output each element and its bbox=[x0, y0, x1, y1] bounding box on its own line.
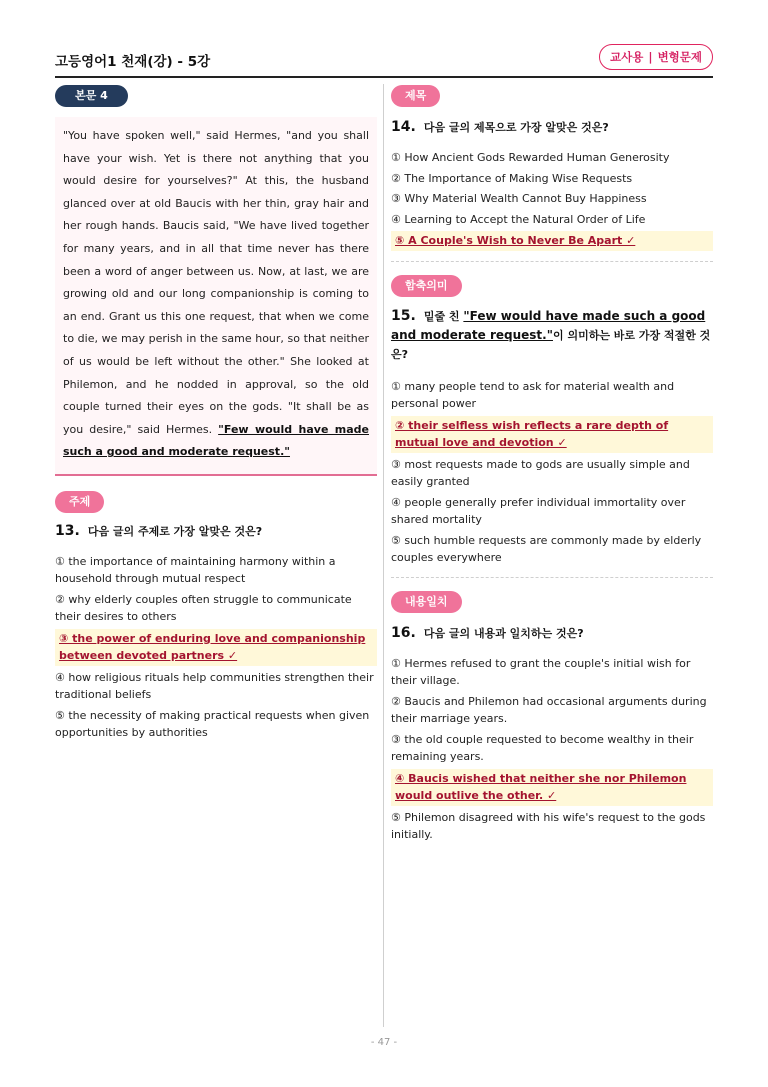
badge-variant: 변형문제 bbox=[657, 50, 702, 64]
edition-badge bbox=[599, 44, 713, 70]
passage-text: "You have spoken well," said Hermes, "and you shall have your wish. Yet is there not anything that you would desire for yourselves?" At this, the husband glanced over at old Baucis with her thin, gray hair and her rough hands. Baucis said, "We have lived together for many years, and in all that time never has there been a word of anger between us. Now, at last, we are growing old and our long companionship is coming to an end. Grant us this one request, that when we come to die, we may perish in the same hour, so that neither of us would be left without the other." She looked at Philemon, and he nodded in approval, so the old couple turned their eyes on the gods. "It shall be as you desire," said Hermes. bbox=[63, 129, 369, 436]
q14-category-pill: 제목 bbox=[391, 85, 440, 107]
q16-category-pill: 내용일치 bbox=[391, 591, 462, 613]
q13-option-5[interactable]: ⑤ the necessity of making practical requests when given opportunities by authorities bbox=[55, 708, 370, 740]
q14-number: 14. bbox=[391, 119, 416, 135]
q16-number: 16. bbox=[391, 624, 416, 641]
section-separator bbox=[391, 577, 713, 578]
q16-option-4-answer[interactable]: ④ Baucis wished that neither she nor Philemon would outlive the other. ✓ bbox=[391, 769, 713, 806]
document-title: 고등영어1 천재(강) - 5강 bbox=[55, 54, 211, 70]
q15-option-2-answer[interactable]: ② their selfless wish reflects a rare depth of mutual love and devotion ✓ bbox=[391, 416, 713, 453]
q14-prompt bbox=[391, 119, 713, 135]
q16-option-1[interactable]: ① Hermes refused to grant the couple's initial wish for their village. bbox=[391, 656, 691, 687]
q14-option-5-answer[interactable]: ⑤ A Couple's Wish to Never Be Apart ✓ bbox=[391, 231, 713, 251]
question-16 bbox=[391, 590, 713, 844]
q13-option-2[interactable]: ② why elderly couples often struggle to communicate their desires to others bbox=[55, 592, 352, 624]
question-13 bbox=[55, 490, 377, 742]
passage-box bbox=[55, 117, 377, 476]
left-column bbox=[55, 84, 377, 745]
q14-text: 다음 글의 제목으로 가장 알맞은 것은? bbox=[423, 121, 609, 134]
q16-prompt bbox=[391, 625, 713, 641]
q14-option-3[interactable]: ③ Why Material Wealth Cannot Buy Happiness bbox=[391, 192, 647, 205]
q16-option-2[interactable]: ② Baucis and Philemon had occasional arguments during their marriage years. bbox=[391, 694, 707, 725]
q15-option-4[interactable]: ④ people generally prefer individual immortality over shared mortality bbox=[391, 495, 686, 526]
page-number: - 47 - bbox=[370, 1037, 398, 1048]
q15-options bbox=[391, 378, 713, 567]
question-14 bbox=[391, 84, 713, 251]
q15-option-1[interactable]: ① many people tend to ask for material wealth and personal power bbox=[391, 379, 675, 410]
q13-prompt bbox=[55, 523, 377, 539]
section-separator bbox=[391, 261, 713, 262]
q15-option-3[interactable]: ③ most requests made to gods are usually simple and easily granted bbox=[391, 457, 690, 488]
q13-options bbox=[55, 553, 377, 742]
q13-category-pill: 주제 bbox=[55, 491, 104, 513]
right-column bbox=[391, 84, 713, 847]
column-divider bbox=[383, 84, 384, 1027]
passage-underlined-quote: "Few would have made such a good and moderate request." bbox=[63, 422, 369, 459]
q13-option-4[interactable]: ④ how religious rituals help communities strengthen their traditional beliefs bbox=[55, 670, 374, 702]
badge-separator: | bbox=[648, 50, 653, 64]
q16-options bbox=[391, 655, 713, 844]
q13-number: 13. bbox=[55, 522, 80, 539]
page-header bbox=[55, 44, 713, 78]
q15-category-pill: 함축의미 bbox=[391, 275, 462, 297]
q15-quote: "Few would have made such a good and moderate request." bbox=[391, 308, 706, 342]
passage-pill: 본문 4 bbox=[55, 85, 128, 107]
q14-option-2[interactable]: ② The Importance of Making Wise Requests bbox=[391, 171, 633, 185]
q14-options bbox=[391, 149, 713, 251]
q13-text: 다음 글의 주제로 가장 알맞은 것은? bbox=[87, 524, 263, 538]
q15-number: 15. bbox=[391, 307, 416, 324]
q14-option-4[interactable]: ④ Learning to Accept the Natural Order of Life bbox=[391, 212, 646, 226]
question-15 bbox=[391, 274, 713, 567]
q16-option-3[interactable]: ③ the old couple requested to become wealthy in their remaining years. bbox=[391, 732, 694, 763]
q15-text-post: 이 의미하는 바로 가장 적절한 것은? bbox=[391, 328, 711, 361]
badge-teacher: 교사용 bbox=[610, 50, 644, 64]
q14-option-1[interactable]: ① How Ancient Gods Rewarded Human Generosity bbox=[391, 151, 670, 164]
q13-option-1[interactable]: ① the importance of maintaining harmony within a household through mutual respect bbox=[55, 554, 336, 586]
q13-option-3-answer[interactable]: ③ the power of enduring love and companionship between devoted partners ✓ bbox=[55, 629, 377, 666]
q15-prompt bbox=[391, 307, 713, 364]
q16-text: 다음 글의 내용과 일치하는 것은? bbox=[423, 626, 584, 640]
q15-text-pre: 밑줄 친 bbox=[423, 309, 460, 323]
q16-option-5[interactable]: ⑤ Philemon disagreed with his wife's request to the gods initially. bbox=[391, 810, 706, 841]
q15-option-5[interactable]: ⑤ such humble requests are commonly made by elderly couples everywhere bbox=[391, 533, 702, 564]
